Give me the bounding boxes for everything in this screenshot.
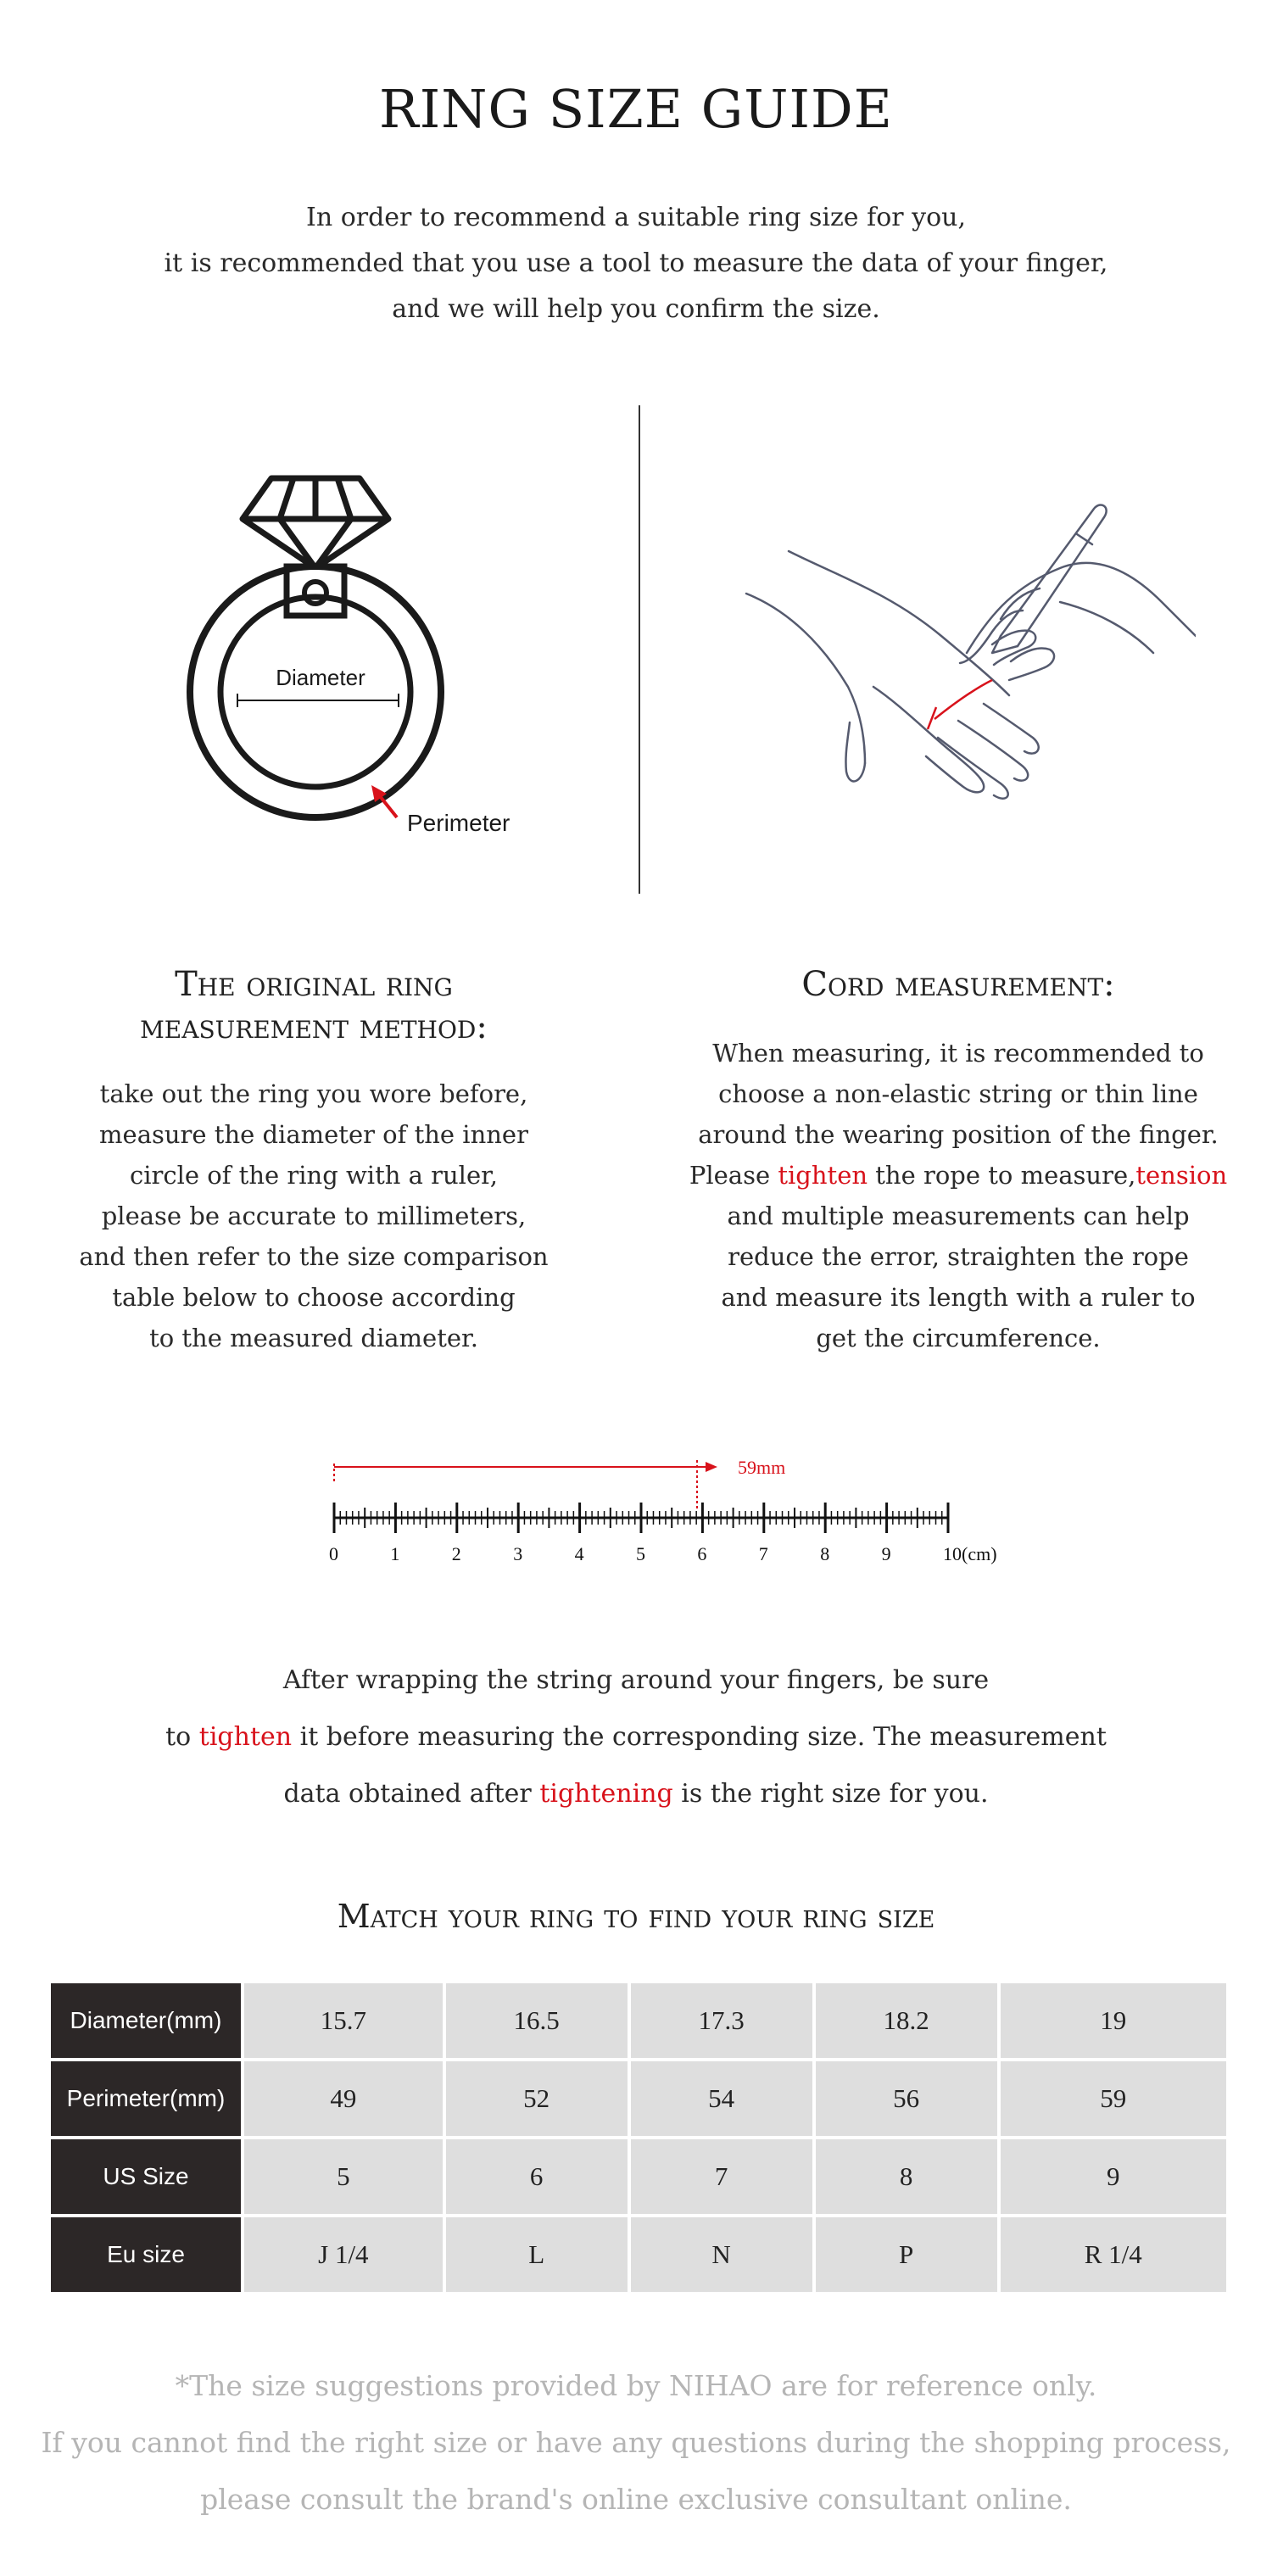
footnote-line: *The size suggestions provided by NIHAO are for reference only. bbox=[175, 2369, 1097, 2402]
text-segment: data obtained after bbox=[283, 1779, 540, 1809]
text-segment: it before measuring the corresponding size. The measurement bbox=[292, 1722, 1107, 1752]
body-line: and measure its length with a ruler to bbox=[721, 1283, 1196, 1312]
table-row bbox=[51, 2061, 1226, 2136]
ruler-ticks bbox=[334, 1503, 948, 1533]
ruler-labels bbox=[329, 1543, 997, 1564]
body-line: and then refer to the size comparison bbox=[79, 1242, 549, 1271]
emphasis-text: tighten bbox=[198, 1722, 293, 1752]
emphasis-text: tighten bbox=[778, 1161, 868, 1190]
body-line bbox=[678, 1155, 1238, 1196]
emphasis-text: tension bbox=[1135, 1161, 1228, 1190]
table-row bbox=[51, 2217, 1226, 2292]
original-method-body bbox=[51, 1073, 577, 1358]
body-line: When measuring, it is recommended to bbox=[712, 1039, 1204, 1068]
intro-line: and we will help you confirm the size. bbox=[392, 294, 880, 324]
body-line: reduce the error, straighten the rope bbox=[728, 1242, 1189, 1271]
ruler-tick-label: 1 bbox=[390, 1543, 400, 1564]
body-line: circle of the ring with a ruler, bbox=[129, 1161, 499, 1190]
table-cell: 18.2 bbox=[816, 1983, 997, 2058]
row-header: Diameter(mm) bbox=[51, 1983, 241, 2058]
intro-text bbox=[127, 195, 1145, 332]
measure-arrow-head bbox=[706, 1462, 717, 1472]
body-line: get the circumference. bbox=[816, 1324, 1101, 1352]
heading-line: measurement method: bbox=[140, 1007, 488, 1046]
table-cell: 54 bbox=[631, 2061, 812, 2136]
table-cell: J 1/4 bbox=[244, 2217, 443, 2292]
table-cell: 7 bbox=[631, 2139, 812, 2214]
row-header: Perimeter(mm) bbox=[51, 2061, 241, 2136]
wrap-instructions bbox=[85, 1652, 1187, 1822]
intro-line: it is recommended that you use a tool to measure the data of your finger, bbox=[164, 248, 1108, 278]
diameter-label: Diameter bbox=[276, 665, 365, 690]
heading-line: The original ring bbox=[175, 965, 453, 1004]
table-cell: L bbox=[446, 2217, 628, 2292]
row-header: Eu size bbox=[51, 2217, 241, 2292]
ruler-tick-label: 3 bbox=[513, 1543, 523, 1564]
text-segment: to bbox=[165, 1722, 199, 1752]
body-line: take out the ring you wore before, bbox=[99, 1079, 528, 1108]
table-cell: 8 bbox=[816, 2139, 997, 2214]
footnote bbox=[0, 2357, 1272, 2528]
cord-body bbox=[678, 1033, 1238, 1358]
body-line: table below to choose according bbox=[112, 1283, 516, 1312]
page-title: RING SIZE GUIDE bbox=[379, 78, 893, 140]
table-cell: 15.7 bbox=[244, 1983, 443, 2058]
body-line: and multiple measurements can help bbox=[727, 1202, 1190, 1230]
ruler-tick-label: 5 bbox=[636, 1543, 645, 1564]
ruler-tick-label: 4 bbox=[574, 1543, 584, 1564]
table-row bbox=[51, 1983, 1226, 2058]
ruler-diagram bbox=[322, 1441, 1035, 1577]
ruler-tick-label: 9 bbox=[881, 1543, 891, 1564]
ruler-tick-label: 7 bbox=[758, 1543, 768, 1564]
emphasis-text: tightening bbox=[539, 1779, 673, 1809]
row-header: US Size bbox=[51, 2139, 241, 2214]
table-cell: R 1/4 bbox=[1001, 2217, 1226, 2292]
table-cell: 9 bbox=[1001, 2139, 1226, 2214]
wrap-line bbox=[85, 1709, 1187, 1765]
perimeter-label: Perimeter bbox=[407, 810, 510, 836]
body-line: to the measured diameter. bbox=[149, 1324, 478, 1352]
table-cell: 52 bbox=[446, 2061, 628, 2136]
table-cell: N bbox=[631, 2217, 812, 2292]
cord-heading: Cord measurement: bbox=[801, 965, 1115, 1004]
body-line: choose a non-elastic string or thin line bbox=[718, 1079, 1198, 1108]
wrap-line bbox=[85, 1765, 1187, 1822]
table-cell: 17.3 bbox=[631, 1983, 812, 2058]
size-table bbox=[47, 1980, 1230, 2295]
hand-illustration bbox=[738, 483, 1196, 814]
original-method-heading bbox=[51, 963, 577, 1048]
body-line: please be accurate to millimeters, bbox=[101, 1202, 527, 1230]
measure-label: 59mm bbox=[738, 1457, 786, 1478]
size-table-title: Match your ring to find your ring size bbox=[337, 1898, 935, 1935]
table-cell: 56 bbox=[816, 2061, 997, 2136]
table-cell: 5 bbox=[244, 2139, 443, 2214]
intro-line: In order to recommend a suitable ring size for you, bbox=[305, 203, 967, 232]
table-row bbox=[51, 2139, 1226, 2214]
table-cell: 59 bbox=[1001, 2061, 1226, 2136]
ruler-tick-label: 2 bbox=[451, 1543, 461, 1564]
ring-setting bbox=[287, 566, 344, 616]
ruler-tick-label: 8 bbox=[820, 1543, 830, 1564]
ring-diagram bbox=[170, 466, 543, 865]
table-cell: 16.5 bbox=[446, 1983, 628, 2058]
text-segment: Please bbox=[689, 1161, 778, 1190]
ring-inner bbox=[220, 597, 410, 787]
diamond-icon bbox=[243, 478, 388, 568]
body-line: around the wearing position of the finger. bbox=[698, 1120, 1219, 1149]
ruler-tick-label: 10(cm) bbox=[943, 1543, 997, 1564]
ruler-tick-label: 6 bbox=[697, 1543, 707, 1564]
table-cell: P bbox=[816, 2217, 997, 2292]
original-method-section bbox=[51, 963, 577, 1358]
ruler-tick-label: 0 bbox=[329, 1543, 338, 1564]
body-line: measure the diameter of the inner bbox=[99, 1120, 528, 1149]
footnote-line: If you cannot find the right size or have any questions during the shopping process, bbox=[41, 2426, 1231, 2459]
table-cell: 19 bbox=[1001, 1983, 1226, 2058]
wrap-line: After wrapping the string around your fingers, be sure bbox=[282, 1665, 990, 1695]
table-cell: 6 bbox=[446, 2139, 628, 2214]
vertical-divider bbox=[639, 405, 640, 894]
table-cell: 49 bbox=[244, 2061, 443, 2136]
text-segment: is the right size for you. bbox=[672, 1779, 989, 1809]
text-segment: the rope to measure, bbox=[868, 1161, 1136, 1190]
footnote-line: please consult the brand's online exclusive consultant online. bbox=[200, 2483, 1072, 2516]
cord-measurement-section bbox=[678, 963, 1238, 1358]
